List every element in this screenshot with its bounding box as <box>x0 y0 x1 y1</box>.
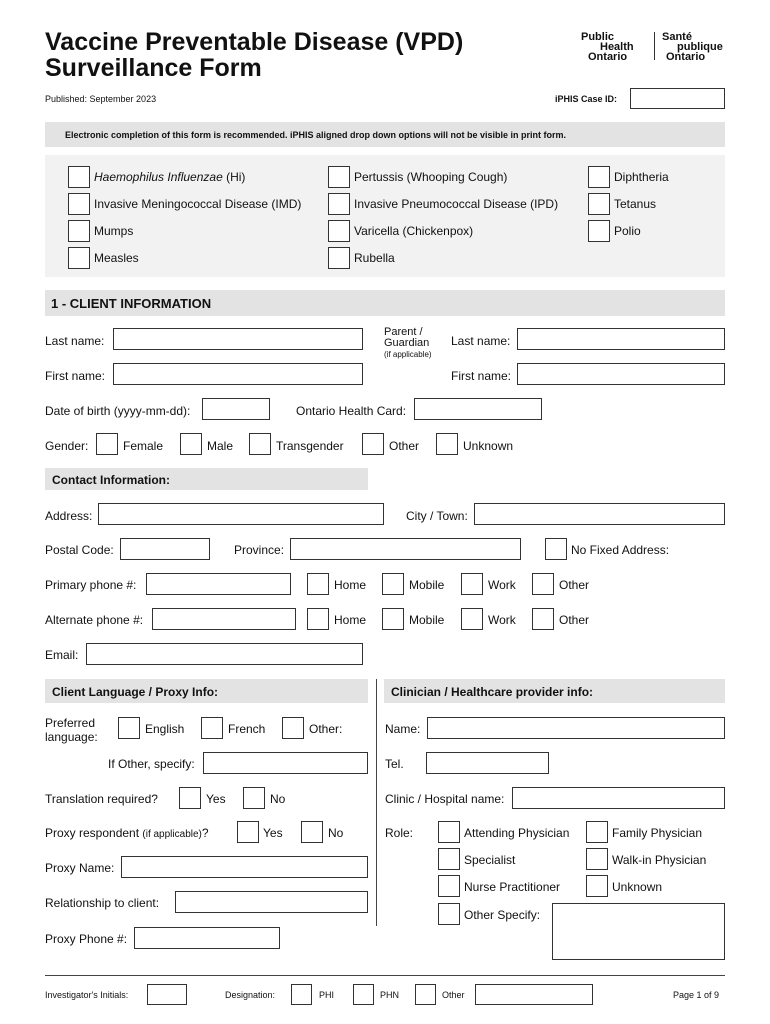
first-name-label: First name: <box>45 369 106 383</box>
varicella-label: Varicella (Chickenpox) <box>354 224 474 238</box>
role-family-label: Family Physician <box>612 826 703 840</box>
province-label: Province: <box>234 543 285 557</box>
designation-phn-checkbox[interactable] <box>353 984 374 1005</box>
gender-transgender-checkbox[interactable] <box>249 433 271 455</box>
lang-french-checkbox[interactable] <box>201 717 223 739</box>
gender-transgender-label: Transgender <box>276 439 344 453</box>
proxy-yes-checkbox[interactable] <box>237 821 259 843</box>
alternate-other-label: Other <box>559 613 590 627</box>
health-card-input[interactable] <box>414 398 542 420</box>
relationship-label: Relationship to client: <box>45 896 160 910</box>
form-title-line1: Vaccine Preventable Disease (VPD) <box>45 28 464 56</box>
guardian-last-name-label: Last name: <box>451 334 511 348</box>
alternate-home-label: Home <box>334 613 367 627</box>
page-number: Page 1 of 9 <box>673 990 720 1000</box>
translation-yes-checkbox[interactable] <box>179 787 201 809</box>
no-fixed-address-label: No Fixed Address: <box>571 543 670 557</box>
guardian-last-name-input[interactable] <box>517 328 725 350</box>
lang-french-label: French <box>228 722 266 736</box>
role-family-checkbox[interactable] <box>586 821 608 843</box>
investigator-initials-label: Investigator's Initials: <box>45 990 129 1000</box>
role-attending-label: Attending Physician <box>464 826 570 840</box>
role-unknown-label: Unknown <box>612 880 663 894</box>
primary-phone-input[interactable] <box>146 573 291 595</box>
tetanus-label: Tetanus <box>614 197 657 211</box>
rubella-label: Rubella <box>354 251 395 265</box>
primary-home-checkbox[interactable] <box>307 573 329 595</box>
published-date: Published: September 2023 <box>45 94 157 104</box>
lang-english-checkbox[interactable] <box>118 717 140 739</box>
role-other-checkbox[interactable] <box>438 903 460 925</box>
primary-home-label: Home <box>334 578 367 592</box>
gender-label: Gender: <box>45 439 89 453</box>
logo-divider <box>654 32 655 60</box>
varicella-checkbox[interactable] <box>328 220 350 242</box>
first-name-input[interactable] <box>113 363 363 385</box>
notice-text: Electronic completion of this form is recommended. iPHIS aligned drop down options will not be visible in print form. <box>65 130 567 140</box>
preferred-language-label <box>45 716 98 744</box>
ipd-checkbox[interactable] <box>328 193 350 215</box>
health-card-label: Ontario Health Card: <box>296 404 407 418</box>
proxy-respondent-label: Proxy respondent (if applicable)? <box>45 826 209 840</box>
dob-input[interactable] <box>202 398 270 420</box>
parent-label-line2: Guardian <box>384 337 430 349</box>
gender-other-checkbox[interactable] <box>362 433 384 455</box>
lang-other-checkbox[interactable] <box>282 717 304 739</box>
guardian-first-name-label: First name: <box>451 369 512 383</box>
primary-other-checkbox[interactable] <box>532 573 554 595</box>
clinician-name-input[interactable] <box>427 717 725 739</box>
diphtheria-label: Diphtheria <box>614 170 669 184</box>
mumps-checkbox[interactable] <box>68 220 90 242</box>
logo-fr-line2: publique <box>677 41 723 53</box>
postal-code-input[interactable] <box>120 538 210 560</box>
alternate-home-checkbox[interactable] <box>307 608 329 630</box>
investigator-initials-input[interactable] <box>147 984 187 1005</box>
designation-other-label: Other <box>442 990 465 1000</box>
relationship-input[interactable] <box>175 891 368 913</box>
iphis-case-id-label: iPHIS Case ID: <box>555 94 618 104</box>
proxy-phone-label: Proxy Phone #: <box>45 932 128 946</box>
contact-info-title: Contact Information: <box>52 473 170 487</box>
role-other-label: Other Specify: <box>464 908 541 922</box>
proxy-no-checkbox[interactable] <box>301 821 323 843</box>
translation-yes-label: Yes <box>206 792 226 806</box>
lang-english-label: English <box>145 722 185 736</box>
role-nurse-label: Nurse Practitioner <box>464 880 561 894</box>
clinic-name-label: Clinic / Hospital name: <box>385 792 505 806</box>
column-divider <box>376 679 377 926</box>
designation-other-input[interactable] <box>475 984 593 1005</box>
alternate-other-checkbox[interactable] <box>532 608 554 630</box>
translation-no-checkbox[interactable] <box>243 787 265 809</box>
gender-female-label: Female <box>123 439 164 453</box>
logo-en-line1: Public <box>581 31 615 43</box>
translation-no-label: No <box>270 792 286 806</box>
alternate-work-checkbox[interactable] <box>461 608 483 630</box>
rubella-checkbox[interactable] <box>328 247 350 269</box>
role-other-specify-input[interactable] <box>552 903 725 960</box>
alternate-phone-input[interactable] <box>152 608 296 630</box>
gender-male-label: Male <box>207 439 234 453</box>
designation-phi-checkbox[interactable] <box>291 984 312 1005</box>
parent-label-line1: Parent / <box>384 326 423 338</box>
logo-en-line3: Ontario <box>588 51 628 63</box>
address-input[interactable] <box>98 503 384 525</box>
role-nurse-checkbox[interactable] <box>438 875 460 897</box>
primary-phone-label: Primary phone #: <box>45 578 137 592</box>
language-proxy-title: Client Language / Proxy Info: <box>52 685 219 699</box>
primary-work-label: Work <box>488 578 516 592</box>
parent-guardian-label <box>384 327 432 360</box>
pertussis-label: Pertussis (Whooping Cough) <box>354 170 508 184</box>
address-label: Address: <box>45 509 93 523</box>
no-fixed-address-checkbox[interactable] <box>545 538 567 560</box>
proxy-phone-input[interactable] <box>134 927 280 949</box>
preferred-language-line2: language: <box>45 730 98 744</box>
iphis-case-id-input[interactable] <box>630 88 725 109</box>
primary-work-checkbox[interactable] <box>461 573 483 595</box>
role-specialist-checkbox[interactable] <box>438 848 460 870</box>
logo-fr-line1: Santé <box>662 31 692 43</box>
client-info-section-title: 1 - CLIENT INFORMATION <box>51 296 212 311</box>
clinician-name-label: Name: <box>385 722 421 736</box>
gender-unknown-label: Unknown <box>463 439 514 453</box>
tetanus-checkbox[interactable] <box>588 193 610 215</box>
polio-checkbox[interactable] <box>588 220 610 242</box>
dob-label: Date of birth (yyyy-mm-dd): <box>45 404 191 418</box>
role-label: Role: <box>385 826 414 840</box>
preferred-language-line1: Preferred <box>45 716 96 730</box>
role-unknown-checkbox[interactable] <box>586 875 608 897</box>
proxy-no-label: No <box>328 826 344 840</box>
designation-other-checkbox[interactable] <box>415 984 436 1005</box>
province-input[interactable] <box>290 538 521 560</box>
logo-fr-line3: Ontario <box>666 51 706 63</box>
gender-female-checkbox[interactable] <box>96 433 118 455</box>
measles-label: Measles <box>94 251 139 265</box>
last-name-label: Last name: <box>45 334 105 348</box>
role-walkin-checkbox[interactable] <box>586 848 608 870</box>
form-title-line2: Surveillance Form <box>45 54 262 82</box>
hi-checkbox[interactable] <box>68 166 90 188</box>
ipd-label: Invasive Pneumococcal Disease (IPD) <box>354 197 559 211</box>
designation-phi-label: PHI <box>319 990 335 1000</box>
designation-label: Designation: <box>225 990 276 1000</box>
diphtheria-checkbox[interactable] <box>588 166 610 188</box>
primary-mobile-checkbox[interactable] <box>382 573 404 595</box>
role-walkin-label: Walk-in Physician <box>612 853 707 867</box>
last-name-input[interactable] <box>113 328 363 350</box>
logo-en-line2: Health <box>600 41 634 53</box>
primary-mobile-label: Mobile <box>409 578 445 592</box>
pertussis-checkbox[interactable] <box>328 166 350 188</box>
primary-other-label: Other <box>559 578 590 592</box>
gender-other-label: Other <box>389 439 420 453</box>
imd-checkbox[interactable] <box>68 193 90 215</box>
translation-required-label: Translation required? <box>45 792 158 806</box>
parent-label-line3: (if applicable) <box>384 350 432 359</box>
polio-label: Polio <box>614 224 641 238</box>
alternate-mobile-checkbox[interactable] <box>382 608 404 630</box>
proxy-name-label: Proxy Name: <box>45 861 115 875</box>
role-attending-checkbox[interactable] <box>438 821 460 843</box>
clinician-info-title: Clinician / Healthcare provider info: <box>391 685 594 699</box>
alternate-work-label: Work <box>488 613 516 627</box>
designation-phn-label: PHN <box>380 990 400 1000</box>
role-specialist-label: Specialist <box>464 853 516 867</box>
email-input[interactable] <box>86 643 363 665</box>
alternate-phone-label: Alternate phone #: <box>45 613 144 627</box>
proxy-name-input[interactable] <box>121 856 368 878</box>
if-other-specify-label: If Other, specify: <box>108 757 195 771</box>
clinician-tel-label: Tel. <box>385 757 404 771</box>
proxy-yes-label: Yes <box>263 826 283 840</box>
clinician-tel-input[interactable] <box>426 752 549 774</box>
footer-rule <box>45 975 725 976</box>
gender-male-checkbox[interactable] <box>180 433 202 455</box>
imd-label: Invasive Meningococcal Disease (IMD) <box>94 197 302 211</box>
city-input[interactable] <box>474 503 725 525</box>
lang-other-label: Other: <box>309 722 343 736</box>
postal-code-label: Postal Code: <box>45 543 114 557</box>
city-label: City / Town: <box>406 509 468 523</box>
hi-label: Haemophilus Influenzae (Hi) <box>94 170 246 184</box>
gender-unknown-checkbox[interactable] <box>436 433 458 455</box>
if-other-specify-input[interactable] <box>203 752 368 774</box>
clinic-name-input[interactable] <box>512 787 725 809</box>
measles-checkbox[interactable] <box>68 247 90 269</box>
mumps-label: Mumps <box>94 224 134 238</box>
alternate-mobile-label: Mobile <box>409 613 445 627</box>
email-label: Email: <box>45 648 79 662</box>
guardian-first-name-input[interactable] <box>517 363 725 385</box>
